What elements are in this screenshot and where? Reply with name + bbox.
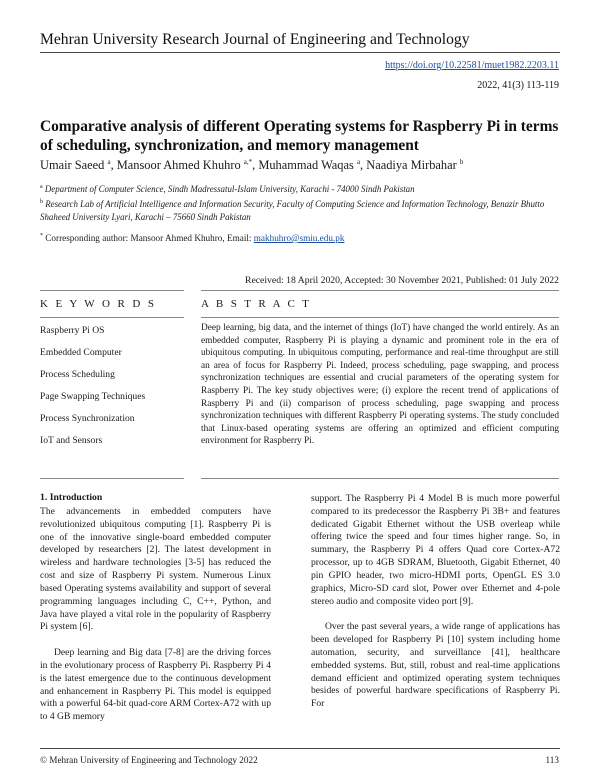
footer-divider [40,748,560,749]
corresponding-email-link[interactable]: makhuhro@smiu.edu.pk [253,233,345,244]
keyword-item: Page Swapping Techniques [40,391,146,402]
abstract-top-rule [201,290,559,291]
affiliation-b [40,196,560,225]
affiliation-marker: a [40,184,43,190]
author-name: Naadiya Mirbahar [366,158,457,173]
abstract-heading: A B S T R A C T [201,298,312,310]
keyword-item: Embedded Computer [40,347,122,358]
author-affil-marker: a [356,158,361,166]
corresponding-label: Corresponding author: Mansoor Ahmed Khuhro, Email: [45,233,252,244]
author-name: Umair Saeed [40,158,105,173]
author-name: Muhammad Waqas [258,158,354,173]
keywords-heading-rule [40,317,184,318]
body-paragraph: Deep learning and Big data [7-8] are the driving forces in the evolutionary process of Raspberry Pi. Raspberry Pi 4 is the latest emergence due to the continuous development and enhancement in Raspberry Pi. This model is equipped with a powerful 64-bit quad-core ARM Cortex-A72 with up to 4 GB memory [40,647,271,723]
affiliation-text: Department of Computer Science, Sindh Madressatul-Islam University, Karachi - 74000 Sindh Pakistan [44,183,415,194]
corresponding-marker: * [40,233,43,239]
body-paragraph: Over the past several years, a wide range of applications has been developed for Raspberry Pi [10] system including home automation, security, and surveillance [41], healthcare embedded systems. But, still, robust and real-time applications demand efficient and optimized operating system techniques besides of powerful hardware specifications of Raspberry Pi. For [311,621,560,710]
author-affil-marker: a,* [243,158,253,166]
keyword-item: Raspberry Pi OS [40,325,105,336]
affiliation-a [40,181,560,196]
keyword-item: IoT and Sensors [40,435,103,446]
publication-dates: Received: 18 April 2020, Accepted: 30 November 2021, Published: 01 July 2022 [245,275,559,286]
body-right-column [311,493,560,711]
keyword-item: Process Synchronization [40,413,135,424]
journal-title: Mehran University Research Journal of Engineering and Technology [40,31,470,48]
corresponding-author [40,233,344,243]
section-heading-introduction: 1. Introduction [40,492,103,503]
paper-title: Comparative analysis of different Operating systems for Raspberry Pi in terms of scheduling, synchronization, and memory management [40,118,559,154]
keywords-heading: K E Y W O R D S [40,298,157,310]
keywords-bottom-rule [40,478,184,479]
author-affil-marker: b [459,158,464,166]
volume-info: 2022, 41(3) 113-119 [477,80,559,91]
affiliation-marker: b [40,199,43,205]
author-list: Umair Saeed $^a$, Mansoor Ahmed Khuhro $^{a,*}$, Muhammad Waqas $^a$, Naadiya Mirbahar $^b$ [40,158,464,173]
page-number: 113 [545,755,559,765]
footer-copyright: © Mehran University of Engineering and Technology 2022 [40,755,258,765]
body-paragraph: The advancements in embedded computers have revolutionized ubiquitous computing [1]. Raspberry Pi is one of the innovative single-board embedded computer developed by researchers [2]. The latest development in wireless and hardware technologies [3-5] has reduced the cost and size of Raspberry Pi system. Numerous Linux based Operating systems availability and support of several programming languages including C, C++, Python, and Java have played a vital role in the popularity of Raspberry Pi system [6]. [40,506,271,633]
author-name: Mansoor Ahmed Khuhro [116,158,241,173]
affiliation-text: Research Lab of Artificial Intelligence and Information Security, Faculty of Computing Science and Information Technology, Benazir Bhutto Shaheed University Lyari, Karachi – 75660 Sindh Pakistan [40,198,545,223]
header-divider [40,52,560,53]
abstract-bottom-rule [201,478,559,479]
keywords-top-rule [40,290,184,291]
abstract-heading-rule [201,317,559,318]
body-paragraph: support. The Raspberry Pi 4 Model B is much more powerful compared to its predecessor the Raspberry Pi 3B+ and features dedicated Gigabit Ethernet without the USB overleap while offering twice the speed and four times higher range. So, in summary, the Raspberry Pi 4 offers Quad core Cortex-A72 processor, up to 4GB SDRAM, Bluetooth, Gigabit Ethernet, 40 pin GPIO header, two micro-HDMI ports, OpenGL ES 3.0 graphics, Micro-SD card slot, Power over Ethernet and 4-pole stereo audio and composite video port [9]. [311,493,560,607]
keyword-item: Process Scheduling [40,369,115,380]
abstract-body: Deep learning, big data, and the internet of things (IoT) have changed the world entirely. As an embedded computer, Raspberry Pi is playing a dynamic and prominent role in the era of ubiquitous computing. In ubiquitous computing, performance and real-time throughput are still an area of focus for Raspberry Pi. Indeed, process scheduling, page swapping, and process synchronization techniques are essential and crucial parameters of the operating system for Raspberry Pi. The key study objectives were; (i) explore the recent trend of applications of Raspberry Pi and (ii) comparison of process scheduling, page swapping and process synchronization techniques with different Raspberry Pi operating systems. The study concluded that Linux-based operating systems are offering an optimized and efficient computing environment for Raspberry Pi. [201,323,559,447]
author-affil-marker: a [107,158,111,166]
body-left-column [40,506,271,724]
keywords-list [40,322,190,454]
doi-link[interactable]: https://doi.org/10.22581/muet1982.2203.11 [385,60,559,71]
